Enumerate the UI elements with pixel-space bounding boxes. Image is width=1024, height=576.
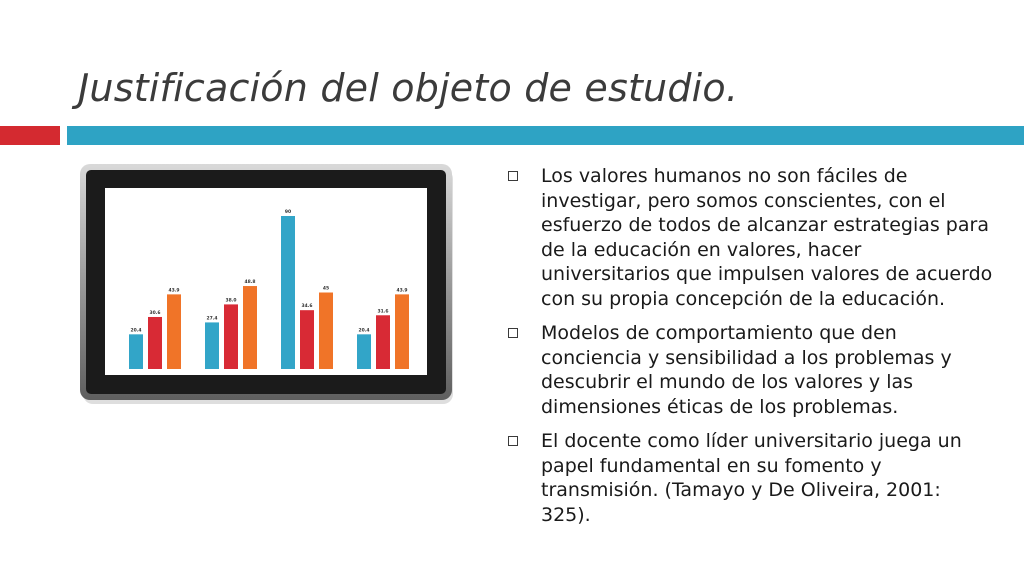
chart-data-label: 45 (322, 286, 330, 292)
chart-bar (167, 294, 181, 369)
chart-bar (376, 315, 390, 369)
chart-bar (205, 322, 219, 369)
chart-bar (148, 317, 162, 369)
square-bullet-icon (508, 171, 518, 181)
square-bullet-icon (508, 328, 518, 338)
bullet-item (508, 321, 993, 419)
chart-bar (300, 310, 314, 369)
chart-data-label: 27.4 (206, 316, 218, 322)
chart-bar (224, 304, 238, 369)
square-bullet-icon (508, 436, 518, 446)
bullet-text: El docente como líder universitario juega un papel fundamental en su fomento y transmisión. (Tamayo y De Oliveira, 2001: 325). (541, 430, 962, 526)
slide-title: Justificación del objeto de estudio. (78, 66, 739, 110)
chart-data-label: 20.4 (130, 328, 142, 334)
chart-data-label: 31.6 (377, 309, 389, 315)
chart-data-label: 43.9 (168, 288, 180, 294)
accent-band-red (0, 126, 60, 145)
bullet-item (508, 164, 993, 311)
bullet-list (508, 164, 993, 537)
chart-data-label: 38.0 (225, 298, 237, 304)
bullet-item (508, 429, 993, 527)
monitor-illustration (80, 164, 456, 405)
chart-bar (395, 294, 409, 369)
chart-bar (319, 293, 333, 370)
chart-bar (281, 216, 295, 369)
chart-bar (243, 286, 257, 369)
chart-data-label: 20.4 (358, 328, 370, 334)
chart-data-label: 30.6 (149, 310, 161, 316)
chart-bar (357, 334, 371, 369)
chart-data-label: 48.8 (244, 280, 256, 286)
bullet-text: Los valores humanos no son fáciles de investigar, pero somos conscientes, con el esfuerzo de todos de alcanzar estrategias para de la educación en valores, hacer universitarios que impulsen valores de acuerdo con su propia concepción de la educación. (541, 165, 993, 310)
chart-data-label: 43.9 (396, 288, 408, 294)
bullet-text: Modelos de comportamiento que den conciencia y sensibilidad a los problemas y descubrir el mundo de los valores y las dimensiones éticas de los problemas. (541, 322, 952, 418)
chart-data-label: 90 (284, 210, 292, 215)
chart-bar (129, 334, 143, 369)
accent-band-blue (67, 126, 1024, 145)
chart-data-label: 34.6 (301, 304, 313, 310)
